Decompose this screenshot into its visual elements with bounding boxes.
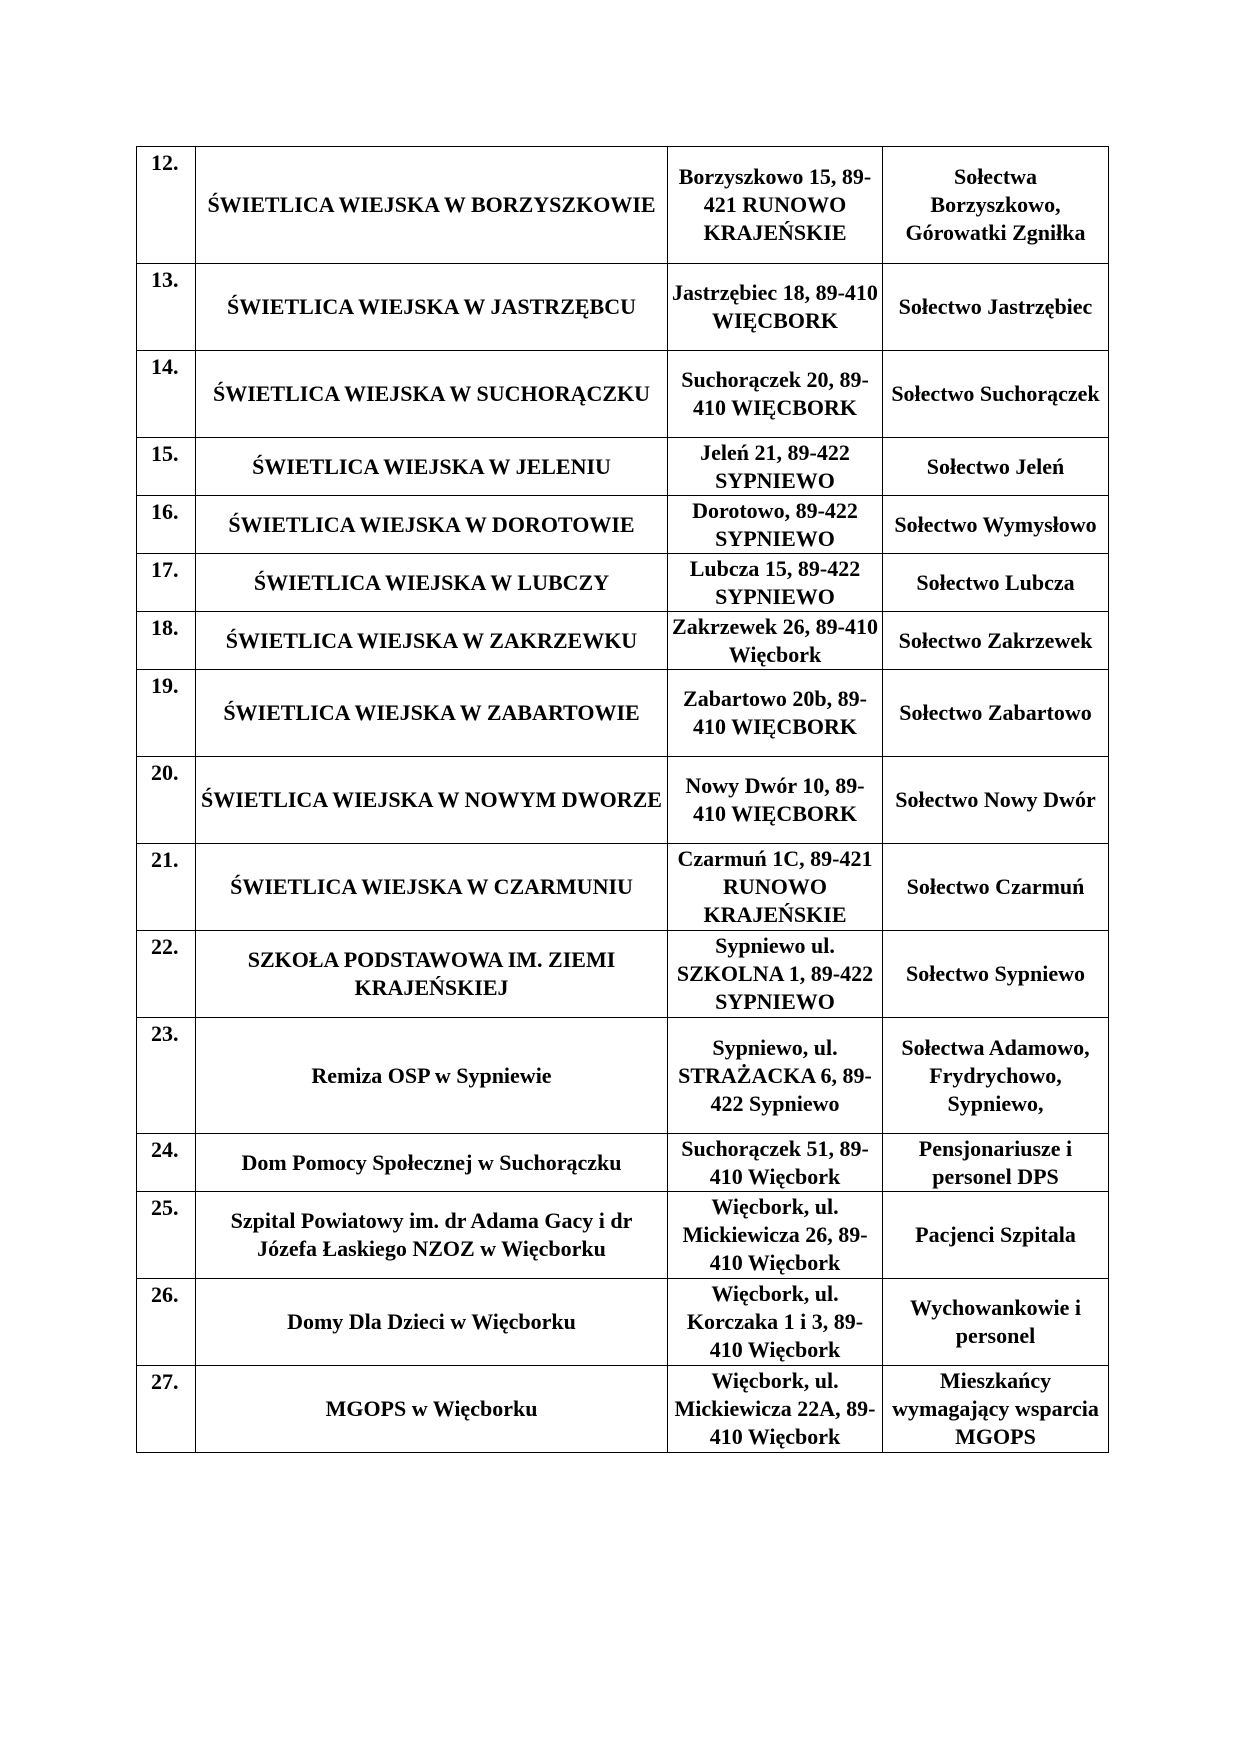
served-area: Pacjenci Szpitala — [883, 1192, 1109, 1279]
facility-name: MGOPS w Więcborku — [196, 1366, 668, 1453]
facility-name: ŚWIETLICA WIEJSKA W JELENIU — [196, 438, 668, 496]
served-area: Sołectwa Borzyszkowo, Górowatki Zgniłka — [883, 147, 1109, 264]
served-area: Wychowankowie i personel — [883, 1279, 1109, 1366]
served-area: Sołectwo Jastrzębiec — [883, 264, 1109, 351]
facility-address: Czarmuń 1C, 89-421 RUNOWO KRAJEŃSKIE — [668, 844, 883, 931]
facility-name: ŚWIETLICA WIEJSKA W DOROTOWIE — [196, 496, 668, 554]
served-area: Mieszkańcy wymagający wsparcia MGOPS — [883, 1366, 1109, 1453]
row-number: 24. — [137, 1134, 196, 1192]
row-number: 21. — [137, 844, 196, 931]
facility-name: ŚWIETLICA WIEJSKA W NOWYM DWORZE — [196, 757, 668, 844]
served-area: Sołectwo Jeleń — [883, 438, 1109, 496]
served-area: Sołectwo Czarmuń — [883, 844, 1109, 931]
facility-address: Sypniewo ul. SZKOLNA 1, 89-422 SYPNIEWO — [668, 931, 883, 1018]
facility-name: ŚWIETLICA WIEJSKA W ZABARTOWIE — [196, 670, 668, 757]
facility-address: Lubcza 15, 89-422 SYPNIEWO — [668, 554, 883, 612]
facility-address: Więcbork, ul. Korczaka 1 i 3, 89-410 Więcbork — [668, 1279, 883, 1366]
served-area: Sołectwo Zakrzewek — [883, 612, 1109, 670]
row-number: 19. — [137, 670, 196, 757]
row-number: 12. — [137, 147, 196, 264]
table-row — [137, 147, 1109, 264]
facility-address: Więcbork, ul. Mickiewicza 26, 89-410 Więcbork — [668, 1192, 883, 1279]
facility-name: Domy Dla Dzieci w Więcborku — [196, 1279, 668, 1366]
row-number: 13. — [137, 264, 196, 351]
table-row — [137, 844, 1109, 931]
table-row — [137, 1279, 1109, 1366]
served-area: Sołectwo Nowy Dwór — [883, 757, 1109, 844]
row-number: 26. — [137, 1279, 196, 1366]
table-row — [137, 931, 1109, 1018]
row-number: 20. — [137, 757, 196, 844]
table-row — [137, 1134, 1109, 1192]
table-row — [137, 1192, 1109, 1279]
facility-address: Borzyszkowo 15, 89-421 RUNOWO KRAJEŃSKIE — [668, 147, 883, 264]
table-row — [137, 438, 1109, 496]
served-area: Pensjonariusze i personel DPS — [883, 1134, 1109, 1192]
row-number: 25. — [137, 1192, 196, 1279]
facility-address: Nowy Dwór 10, 89-410 WIĘCBORK — [668, 757, 883, 844]
table-row — [137, 496, 1109, 554]
facility-address: Jastrzębiec 18, 89-410 WIĘCBORK — [668, 264, 883, 351]
facility-name: ŚWIETLICA WIEJSKA W ZAKRZEWKU — [196, 612, 668, 670]
facility-name: ŚWIETLICA WIEJSKA W BORZYSZKOWIE — [196, 147, 668, 264]
served-area: Sołectwo Zabartowo — [883, 670, 1109, 757]
table-row — [137, 1018, 1109, 1134]
facility-address: Suchorączek 51, 89-410 Więcbork — [668, 1134, 883, 1192]
facility-address: Więcbork, ul. Mickiewicza 22A, 89-410 Więcbork — [668, 1366, 883, 1453]
row-number: 16. — [137, 496, 196, 554]
facility-name: SZKOŁA PODSTAWOWA IM. ZIEMI KRAJEŃSKIEJ — [196, 931, 668, 1018]
table-row — [137, 264, 1109, 351]
facility-name: Szpital Powiatowy im. dr Adama Gacy i dr Józefa Łaskiego NZOZ w Więcborku — [196, 1192, 668, 1279]
row-number: 18. — [137, 612, 196, 670]
facility-name: Dom Pomocy Społecznej w Suchorączku — [196, 1134, 668, 1192]
served-area: Sołectwo Suchorączek — [883, 351, 1109, 438]
row-number: 23. — [137, 1018, 196, 1134]
row-number: 22. — [137, 931, 196, 1018]
facility-address: Jeleń 21, 89-422 SYPNIEWO — [668, 438, 883, 496]
table-body — [137, 147, 1109, 1453]
facility-name: ŚWIETLICA WIEJSKA W LUBCZY — [196, 554, 668, 612]
facility-address: Zakrzewek 26, 89-410 Więcbork — [668, 612, 883, 670]
facility-name: ŚWIETLICA WIEJSKA W SUCHORĄCZKU — [196, 351, 668, 438]
facility-address: Zabartowo 20b, 89-410 WIĘCBORK — [668, 670, 883, 757]
facility-name: Remiza OSP w Sypniewie — [196, 1018, 668, 1134]
row-number: 27. — [137, 1366, 196, 1453]
table-row — [137, 1366, 1109, 1453]
served-area: Sołectwo Wymysłowo — [883, 496, 1109, 554]
served-area: Sołectwo Sypniewo — [883, 931, 1109, 1018]
table-row — [137, 757, 1109, 844]
facility-address: Suchorączek 20, 89-410 WIĘCBORK — [668, 351, 883, 438]
row-number: 14. — [137, 351, 196, 438]
facility-name: ŚWIETLICA WIEJSKA W JASTRZĘBCU — [196, 264, 668, 351]
facility-address: Dorotowo, 89-422 SYPNIEWO — [668, 496, 883, 554]
table-row — [137, 612, 1109, 670]
table-row — [137, 351, 1109, 438]
table-row — [137, 670, 1109, 757]
served-area: Sołectwa Adamowo, Frydrychowo, Sypniewo, — [883, 1018, 1109, 1134]
row-number: 15. — [137, 438, 196, 496]
locations-table — [136, 146, 1109, 1453]
table-row — [137, 554, 1109, 612]
facility-address: Sypniewo, ul. STRAŻACKA 6, 89-422 Sypniewo — [668, 1018, 883, 1134]
served-area: Sołectwo Lubcza — [883, 554, 1109, 612]
facility-name: ŚWIETLICA WIEJSKA W CZARMUNIU — [196, 844, 668, 931]
row-number: 17. — [137, 554, 196, 612]
